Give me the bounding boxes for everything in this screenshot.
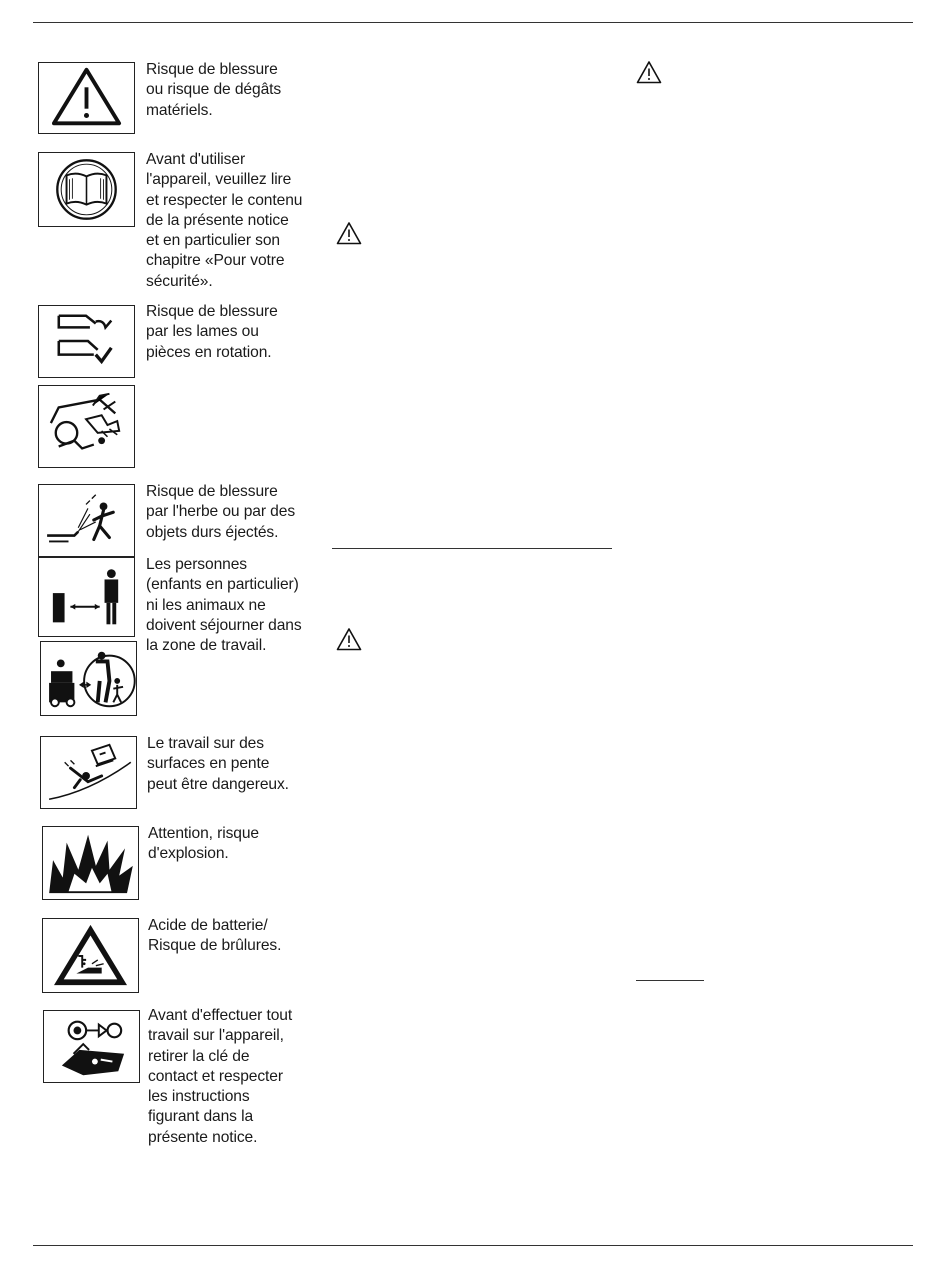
battery-acid-icon [42,918,139,993]
warning-triangle-icon [636,60,662,84]
safety-label-remove-key: Avant d'effectuer tout travail sur l'appareil, retirer la clé de contact et respecter les instructions figurant dans la présente notice. [148,1007,293,1146]
children-zone-icon [40,641,137,716]
mower-rollover-icon [38,385,135,468]
header-rule [33,22,913,23]
warning-triangle-icon [336,627,362,651]
explosion-icon [42,826,139,900]
rotating-blades-icon [38,305,135,378]
slope-icon [40,736,137,809]
open-book-icon [38,152,135,227]
warning-triangle-icon [336,221,362,245]
ejected-objects-icon [38,484,135,557]
safety-label-ejected-objects: Risque de blessure par l'herbe ou par des objets durs éjectés. [146,483,296,541]
safety-label-injury-risk: Risque de blessure ou risque de dégâts matériels. [146,61,282,119]
warning-triangle-icon [38,62,135,134]
safety-label-battery-acid: Acide de batterie/ Risque de brûlures. [148,917,282,955]
keep-distance-icon [38,557,135,637]
remove-key-icon [43,1010,140,1083]
short-divider [636,980,704,981]
safety-label-explosion: Attention, risque d'explosion. [148,825,259,863]
safety-label-slope: Le travail sur des surfaces en pente peut être dangereux. [147,735,289,793]
safety-label-blades: Risque de blessure par les lames ou pièces en rotation. [146,303,278,361]
footer-rule [33,1245,913,1246]
section-divider [332,548,612,549]
safety-label-read-manual: Avant d'utiliser l'appareil, veuillez lire et respecter le contenu de la présente notice et en particulier son chapitre «Pour votre sécurité». [146,151,303,290]
safety-label-keep-away: Les personnes (enfants en particulier) ni les animaux ne doivent séjourner dans la zone de travail. [146,556,302,655]
